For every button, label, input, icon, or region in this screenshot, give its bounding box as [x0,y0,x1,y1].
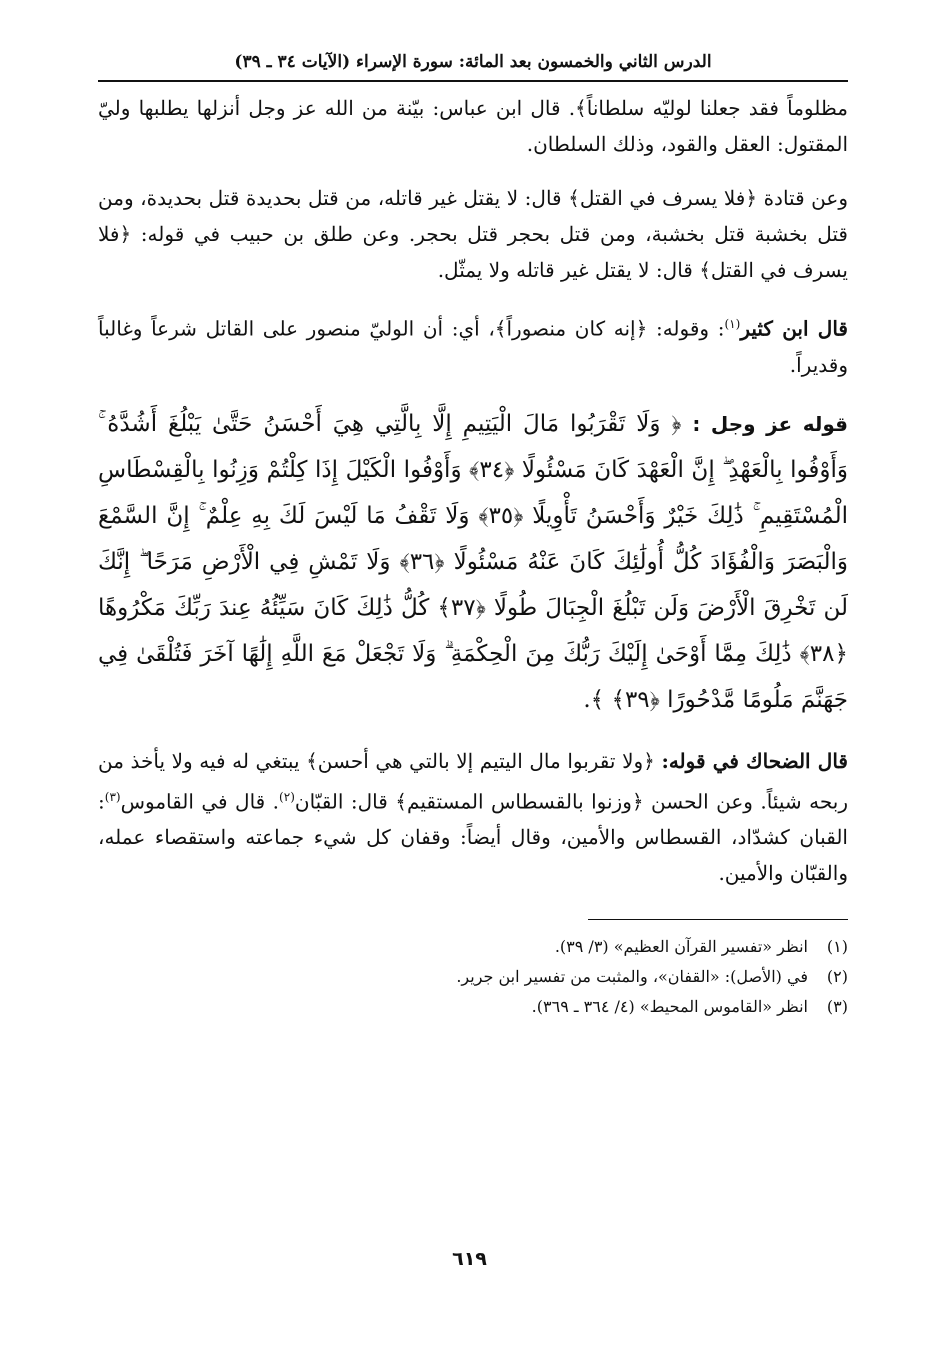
page-number: ٦١٩ [452,1248,487,1270]
paragraph-3-lead: قال ابن كثير [740,316,848,341]
quran-passage [98,401,848,723]
footnote-3-text: انظر «القاموس المحيط» (٤/ ٣٦٤ ـ ٣٦٩). [531,997,808,1017]
footnote-separator [588,919,848,920]
paragraph-4-text-a: ﴿ولا تقربوا مال اليتيم إلا بالتي هي أحسن﴾ يبتغي له فيه ولا يأخذ من ربحه شيئاً. وعن الحسن ﴿وزنوا بالقسطاس المستقيم﴾ قال: القبّان [98,748,848,814]
quran-lead: قوله عز وجل : [692,411,848,436]
footnote-ref-2[interactable]: (٢) [279,789,295,804]
running-head: الدرس الثاني والخمسون بعد المائة: سورة الإسراء (الآيات ٣٤ ـ ٣٩) [98,50,848,82]
footnote-3-number: (٣) [826,997,848,1017]
page-body [98,50,848,1022]
quran-verses: ﴿ وَلَا تَقْرَبُوا مَالَ الْيَتِيمِ إِلَّا بِالَّتِي هِيَ أَحْسَنُ حَتَّىٰ يَبْلُغَ أَشُدَّهُ ۚ وَأَوْفُوا بِالْعَهْدِ ۖ إِنَّ الْعَهْدَ كَانَ مَسْئُولًا ﴿٣٤﴾ وَأَوْفُوا الْكَيْلَ إِذَا كِلْتُمْ وَزِنُوا بِالْقِسْطَاسِ الْمُسْتَقِيمِ ۚ ذَٰلِكَ خَيْرٌ وَأَحْسَنُ تَأْوِيلًا ﴿٣٥﴾ وَلَا تَقْفُ مَا لَيْسَ لَكَ بِهِ عِلْمٌ ۚ إِنَّ السَّمْعَ وَالْبَصَرَ وَالْفُؤَادَ كُلُّ أُولَٰئِكَ كَانَ عَنْهُ مَسْئُولًا ﴿٣٦﴾ وَلَا تَمْشِ فِي الْأَرْضِ مَرَحًا ۖ إِنَّكَ لَن تَخْرِقَ الْأَرْضَ وَلَن تَبْلُغَ الْجِبَالَ طُولًا ﴿٣٧﴾ كُلُّ ذَٰلِكَ كَانَ سَيِّئُهُ عِندَ رَبِّكَ مَكْرُوهًا ﴿٣٨﴾ ذَٰلِكَ مِمَّا أَوْحَىٰ إِلَيْكَ رَبُّكَ مِنَ الْحِكْمَةِ ۗ وَلَا تَجْعَلْ مَعَ اللَّهِ إِلَٰهًا آخَرَ فَتُلْقَىٰ فِي جَهَنَّمَ مَلُومًا مَّدْحُورًا ﴿٣٩﴾ ﴾. [98,410,848,713]
footnote-2 [98,962,848,992]
footnote-ref-1[interactable]: (١) [724,317,741,331]
footnote-1 [98,932,848,962]
paragraph-2: وعن قتادة ﴿فلا يسرف في القتل﴾ قال: لا يقتل غير قاتله، من قتل بحديدة قتل بحديدة، ومن قتل بخشبة قتل بخشبة، ومن قتل بحجر قتل بحجر. وعن طلق بن حبيب في قوله: ﴿فلا يسرف في القتل﴾ قال: لا يقتل غير قاتله ولا يمثّل. [98,186,848,282]
paragraph-4-text-c: : القبان كشدّاد، القسطاس والأمين، وقال أيضاً: وقفان كل شيء جماعته واستقصاء عمله، والقبّان والأمين. [98,789,848,886]
paragraph-1: مظلوماً فقد جعلنا لوليّه سلطاناً﴾. قال ابن عباس: بيّنة من الله عز وجل أنزلها يطلبها وليّ المقتول: العقل والقود، وذلك السلطان. [98,96,848,156]
paragraph-3-text: : وقوله: ﴿إنه كان منصوراً﴾، أي: أن الوليّ منصور على القاتل شرعاً وغالباً وقديراً. [98,316,848,377]
paragraph-4-text-b: . قال في القاموس [120,789,280,814]
footnote-1-text: انظر «تفسير القرآن العظيم» (٣/ ٣٩). [554,937,808,957]
paragraph-4-lead: قال الضحاك في قوله: [661,748,848,773]
paragraph-3 [98,306,848,383]
footnote-ref-3[interactable]: (٣) [104,789,121,804]
footnote-3 [98,992,848,1022]
footnote-2-number: (٢) [826,967,848,987]
paragraph-4 [98,743,848,892]
footnote-1-number: (١) [826,937,848,957]
footnote-2-text: في (الأصل): «القفان»، والمثبت من تفسير ابن جرير. [456,967,808,987]
